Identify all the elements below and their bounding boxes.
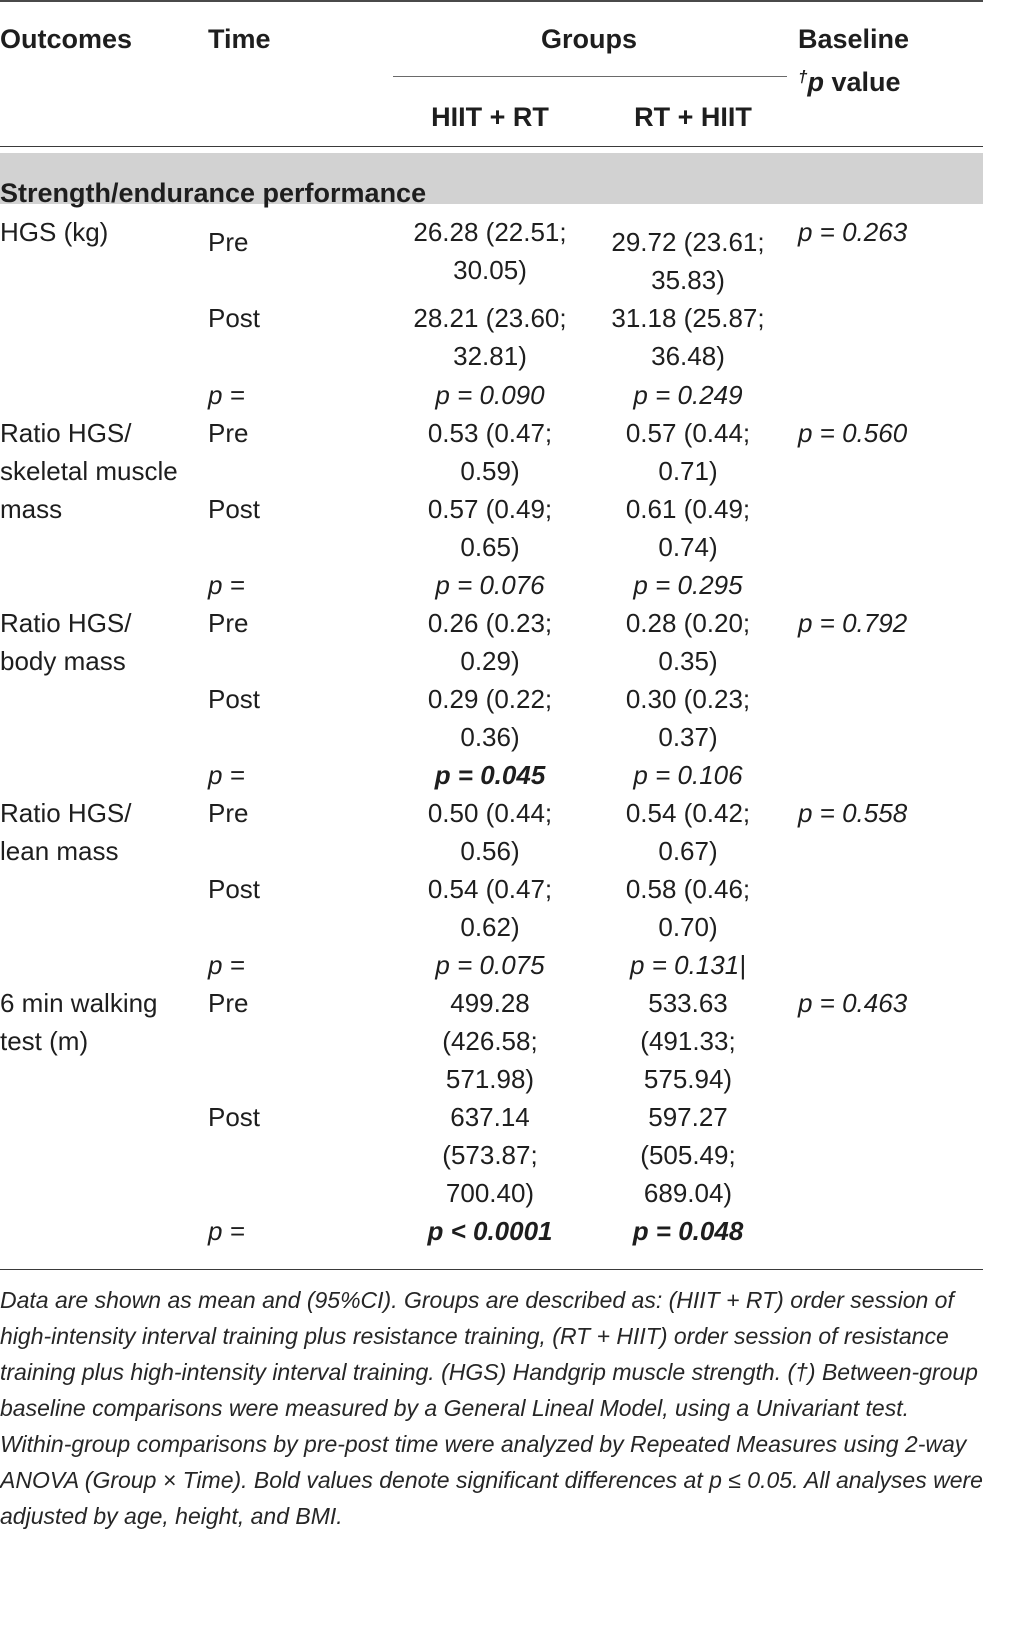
- walk-pre-rt-hiit: 533.63 (491.33; 575.94): [640, 988, 736, 1094]
- ratio-smm-p-rt-hiit: p = 0.295: [633, 570, 743, 600]
- header-time: Time: [208, 24, 271, 54]
- ratio-bm-pre-hiit-rt: 0.26 (0.23; 0.29): [427, 608, 553, 676]
- time-p: p =: [208, 760, 245, 790]
- header-group-hiit-rt: HIIT + RT: [431, 102, 549, 132]
- hgs-p-hiit-rt: p = 0.090: [435, 380, 545, 410]
- time-pre: Pre: [208, 227, 249, 257]
- hgs-pre-rt-hiit: 29.72 (23.61; 35.83): [611, 227, 765, 295]
- header-p-letter: p: [807, 67, 824, 97]
- ratio-bm-post-hiit-rt: 0.29 (0.22; 0.36): [427, 684, 553, 752]
- header-p-value: [798, 58, 901, 101]
- time-post: Post: [208, 684, 261, 714]
- walk-p-hiit-rt: p < 0.0001: [427, 1216, 553, 1246]
- header-outcomes: Outcomes: [0, 24, 133, 54]
- ratio-lm-post-rt-hiit: 0.58 (0.46; 0.70): [625, 874, 751, 942]
- header-baseline: Baseline: [798, 24, 910, 54]
- time-post: Post: [208, 494, 261, 524]
- section-title: Strength/endurance performance: [0, 178, 427, 208]
- ratio-lm-pre-rt-hiit: 0.54 (0.42; 0.67): [625, 798, 751, 866]
- time-pre: Pre: [208, 608, 249, 638]
- walk-pre-hiit-rt: 499.28 (426.58; 571.98): [442, 988, 538, 1094]
- table-bottom-rule: [0, 1269, 983, 1270]
- table-top-rule: [0, 0, 983, 2]
- walk-post-rt-hiit: 597.27 (505.49; 689.04): [640, 1102, 736, 1208]
- time-p: p =: [208, 1216, 245, 1246]
- time-post: Post: [208, 1102, 261, 1132]
- hgs-post-hiit-rt: 28.21 (23.60; 32.81): [413, 303, 567, 371]
- ratio-bm-baseline-p: p = 0.792: [798, 608, 908, 638]
- time-pre: Pre: [208, 988, 249, 1018]
- header-groups: Groups: [541, 24, 638, 54]
- ratio-bm-post-rt-hiit: 0.30 (0.23; 0.37): [625, 684, 751, 752]
- header-bottom-rule: [0, 146, 983, 147]
- walk-p-rt-hiit: p = 0.048: [632, 1216, 744, 1246]
- ratio-lm-p-rt-hiit: p = 0.131|: [630, 950, 746, 980]
- header-value-word: value: [823, 67, 901, 97]
- ratio-smm-baseline-p: p = 0.560: [798, 418, 908, 448]
- time-post: Post: [208, 874, 261, 904]
- hgs-post-rt-hiit: 31.18 (25.87; 36.48): [611, 303, 765, 371]
- time-post: Post: [208, 303, 261, 333]
- outcome-label-ratio-lm: Ratio HGS/ lean mass: [0, 798, 132, 866]
- ratio-lm-pre-hiit-rt: 0.50 (0.44; 0.56): [427, 798, 553, 866]
- table-footnote: Data are shown as mean and (95%CI). Groups are described as: (HIIT + RT) order session of high-intensity interval training plus resistance training, (RT + HIIT) order session of resistance training plus high-intensity interval training. (HGS) Handgrip muscle strength. (†) Between-group baseline comparisons were measured by a General Lineal Model, using a Univariant test. Within-group comparisons by pre-post time were analyzed by Repeated Measures using 2-way ANOVA (Group × Time). Bold values denote significant differences at p ≤ 0.05. All analyses were adjusted by age, height, and BMI.: [0, 1287, 983, 1529]
- hgs-p-rt-hiit: p = 0.249: [633, 380, 743, 410]
- hgs-baseline-p: p = 0.263: [798, 217, 908, 247]
- outcome-label-ratio-bm: Ratio HGS/ body mass: [0, 608, 132, 676]
- time-p: p =: [208, 380, 245, 410]
- time-p: p =: [208, 950, 245, 980]
- ratio-smm-post-rt-hiit: 0.61 (0.49; 0.74): [625, 494, 751, 562]
- ratio-smm-pre-rt-hiit: 0.57 (0.44; 0.71): [625, 418, 751, 486]
- walk-post-hiit-rt: 637.14 (573.87; 700.40): [442, 1102, 538, 1208]
- hgs-pre-hiit-rt: 26.28 (22.51; 30.05): [413, 217, 567, 285]
- outcome-label-ratio-smm: Ratio HGS/ skeletal muscle mass: [0, 418, 178, 524]
- header-group-rt-hiit: RT + HIIT: [634, 102, 752, 132]
- outcome-label-walk: 6 min walking test (m): [0, 988, 158, 1056]
- ratio-smm-p-hiit-rt: p = 0.076: [435, 570, 545, 600]
- time-pre: Pre: [208, 798, 249, 828]
- walk-baseline-p: p = 0.463: [798, 988, 908, 1018]
- time-pre: Pre: [208, 418, 249, 448]
- ratio-lm-p-hiit-rt: p = 0.075: [435, 950, 545, 980]
- ratio-lm-baseline-p: p = 0.558: [798, 798, 908, 828]
- ratio-smm-post-hiit-rt: 0.57 (0.49; 0.65): [427, 494, 553, 562]
- time-p: p =: [208, 570, 245, 600]
- ratio-bm-p-hiit-rt: p = 0.045: [434, 760, 546, 790]
- outcome-label-hgs: HGS (kg): [0, 217, 109, 247]
- ratio-bm-p-rt-hiit: p = 0.106: [633, 760, 743, 790]
- ratio-smm-pre-hiit-rt: 0.53 (0.47; 0.59): [427, 418, 553, 486]
- ratio-bm-pre-rt-hiit: 0.28 (0.20; 0.35): [625, 608, 751, 676]
- groups-underline: [393, 76, 787, 77]
- ratio-lm-post-hiit-rt: 0.54 (0.47; 0.62): [427, 874, 553, 942]
- dagger-mark: †: [798, 67, 808, 86]
